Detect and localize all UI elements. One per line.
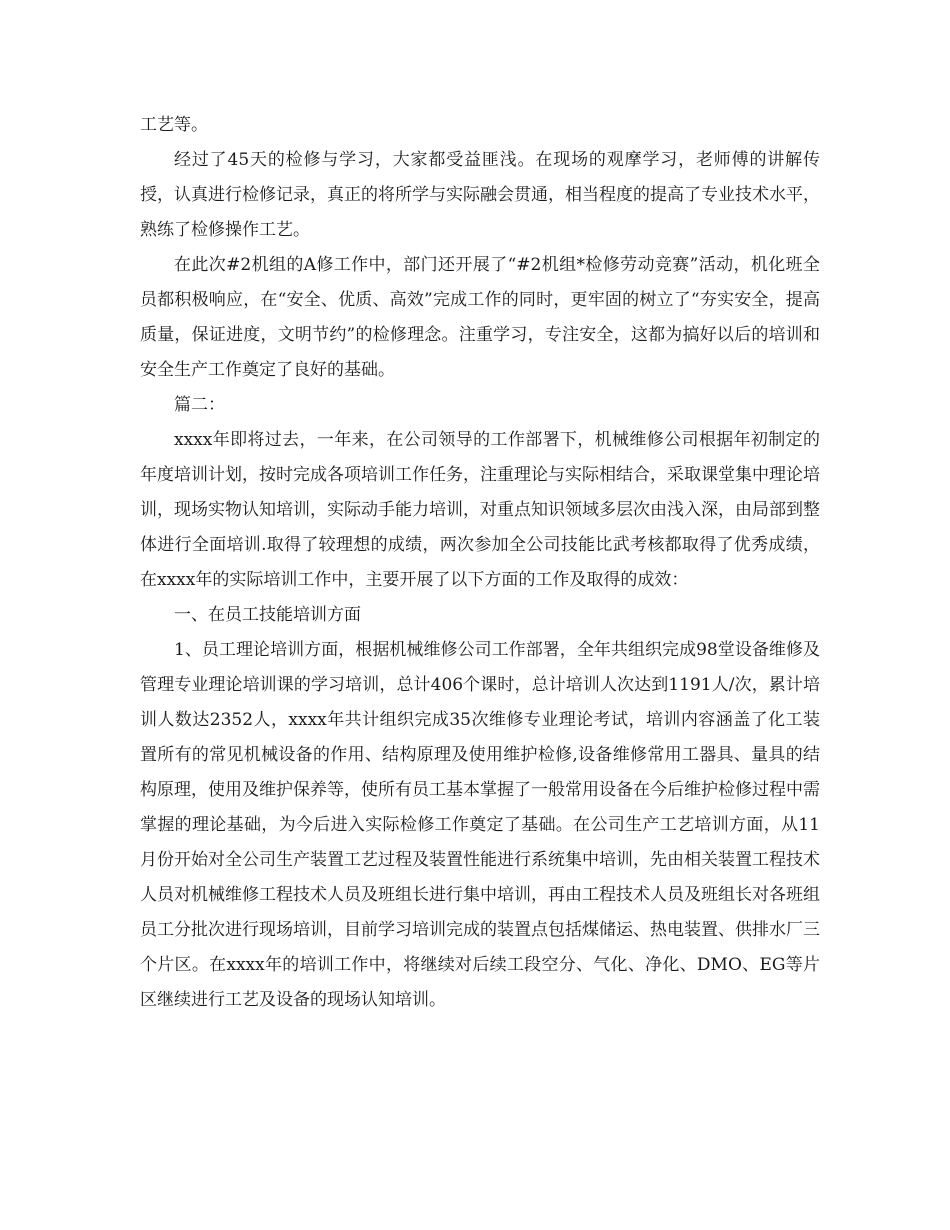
paragraph-annual-training-intro: xxxx年即将过去，一年来，在公司领导的工作部署下，机械维修公司根据年初制定的年度培训计划，按时完成各项培训工作任务，注重理论与实际相结合，采取课堂集中理论培训，现场实物认知培训，实际动手能力培训，对重点知识领域多层次由浅入深，由局部到整体进行全面培训.取得了较理想的成绩，两次参加全公司技能比武考核都取得了优秀成绩，在xxxx年的实际培训工作中，主要开展了以下方面的工作及取得的成效： xyxy=(140,430,820,590)
paragraph-labor-competition: 在此次#2机组的A修工作中，部门还开展了“#2机组*检修劳动竞赛”活动，机化班全员都积极响应，在“安全、优质、高效”完成工作的同时，更牢固的树立了“夯实安全，提高质量，保证进度，文明节约”的检修理念。注重学习，专注安全，这都为搞好以后的培训和安全生产工作奠定了良好的基础。 xyxy=(140,255,820,380)
document-body xyxy=(140,108,820,1018)
paragraph-continuation: 工艺等。 xyxy=(140,115,208,135)
section-heading-part-two: 篇二： xyxy=(174,395,225,415)
paragraph-study-summary: 经过了45天的检修与学习，大家都受益匪浅。在现场的观摩学习，老师傅的讲解传授，认真进行检修记录，真正的将所学与实际融会贯通，相当程度的提高了专业技术水平，熟练了检修操作工艺。 xyxy=(140,150,820,240)
paragraph-theory-training: 1、员工理论培训方面，根据机械维修公司工作部署，全年共组织完成98堂设备维修及管理专业理论培训课的学习培训，总计406个课时，总计培训人次达到1191人/次，累计培训人数达2352人，xxxx年共计组织完成35次维修专业理论考试，培训内容涵盖了化工装置所有的常见机械设备的作用、结构原理及使用维护检修,设备维修常用工器具、量具的结构原理，使用及维护保养等，使所有员工基本掌握了一般常用设备在今后维护检修过程中需掌握的理论基础，为今后进入实际检修工作奠定了基础。在公司生产工艺培训方面，从11月份开始对全公司生产装置工艺过程及装置性能进行系统集中培训，先由相关装置工程技术人员对机械维修工程技术人员及班组长进行集中培训，再由工程技术人员及班组长对各班组员工分批次进行现场培训，目前学习培训完成的装置点包括煤储运、热电装置、供排水厂三个片区。在xxxx年的培训工作中，将继续对后续工段空分、气化、净化、DMO、EG等片区继续进行工艺及设备的现场认知培训。 xyxy=(140,640,820,1010)
section-heading-skills-training: 一、在员工技能培训方面 xyxy=(174,605,361,625)
